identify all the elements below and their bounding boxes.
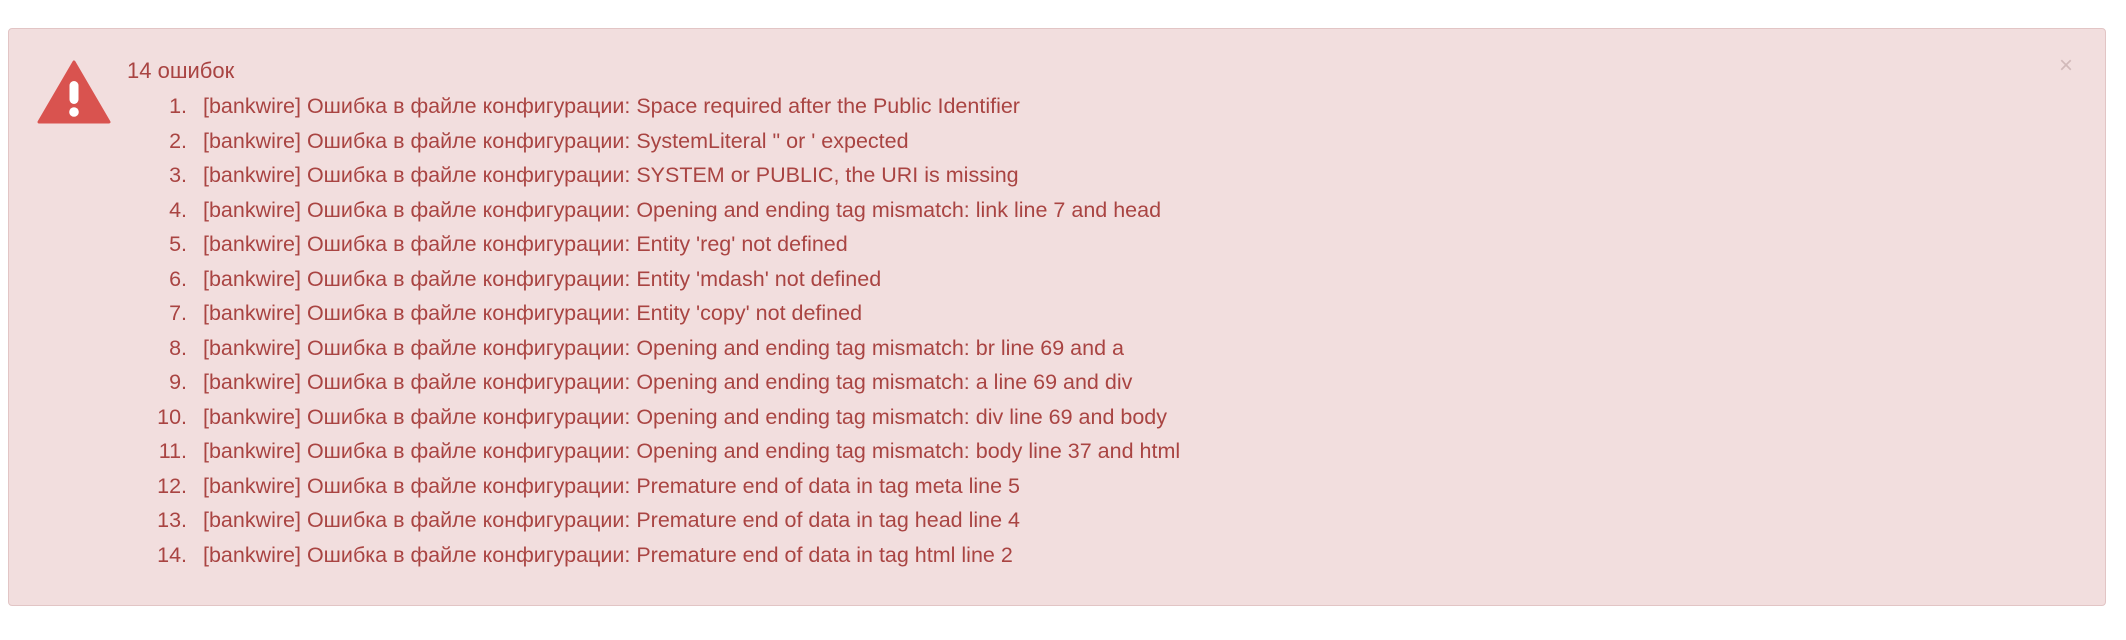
error-message: [bankwire] Ошибка в файле конфигурации: SystemLiteral " or ' expected — [203, 128, 909, 153]
list-item — [193, 158, 2075, 193]
error-count-title: 14 ошибок — [127, 58, 235, 83]
error-message: [bankwire] Ошибка в файле конфигурации: Opening and ending tag mismatch: link line 7 and head — [203, 197, 1162, 222]
list-item — [193, 365, 2075, 400]
list-item — [193, 227, 2075, 262]
warning-triangle-icon — [37, 59, 111, 125]
list-item — [193, 469, 2075, 504]
list-item — [193, 400, 2075, 435]
list-item — [193, 296, 2075, 331]
error-message: [bankwire] Ошибка в файле конфигурации: Opening and ending tag mismatch: br line 69 and a — [203, 335, 1124, 360]
list-item — [193, 89, 2075, 124]
error-list — [121, 89, 2075, 572]
list-item — [193, 434, 2075, 469]
error-message: [bankwire] Ошибка в файле конфигурации: Premature end of data in tag html line 2 — [203, 542, 1013, 567]
error-message: [bankwire] Ошибка в файле конфигурации: Entity 'copy' not defined — [203, 301, 863, 325]
close-icon[interactable]: × — [2053, 53, 2079, 79]
list-item — [193, 331, 2075, 366]
alert-content — [121, 55, 2075, 572]
error-message: [bankwire] Ошибка в файле конфигурации: Premature end of data in tag head line 4 — [203, 508, 1020, 532]
list-item — [193, 262, 2075, 297]
list-item — [193, 538, 2075, 573]
error-message: [bankwire] Ошибка в файле конфигурации: Entity 'reg' not defined — [203, 232, 848, 256]
error-message: [bankwire] Ошибка в файле конфигурации: Space required after the Public Identifier — [203, 94, 1020, 118]
list-item — [193, 503, 2075, 538]
list-item — [193, 193, 2075, 228]
list-item — [193, 124, 2075, 159]
error-message: [bankwire] Ошибка в файле конфигурации: Entity 'mdash' not defined — [203, 266, 882, 291]
error-message: [bankwire] Ошибка в файле конфигурации: Opening and ending tag mismatch: body line 37 and html — [203, 439, 1181, 463]
error-message: [bankwire] Ошибка в файле конфигурации: Opening and ending tag mismatch: div line 69 and body — [203, 404, 1168, 429]
error-alert-panel — [8, 28, 2106, 606]
error-message: [bankwire] Ошибка в файле конфигурации: Premature end of data in tag meta line 5 — [203, 473, 1020, 498]
error-message: [bankwire] Ошибка в файле конфигурации: Opening and ending tag mismatch: a line 69 and div — [203, 370, 1133, 394]
error-message: [bankwire] Ошибка в файле конфигурации: SYSTEM or PUBLIC, the URI is missing — [203, 163, 1019, 187]
